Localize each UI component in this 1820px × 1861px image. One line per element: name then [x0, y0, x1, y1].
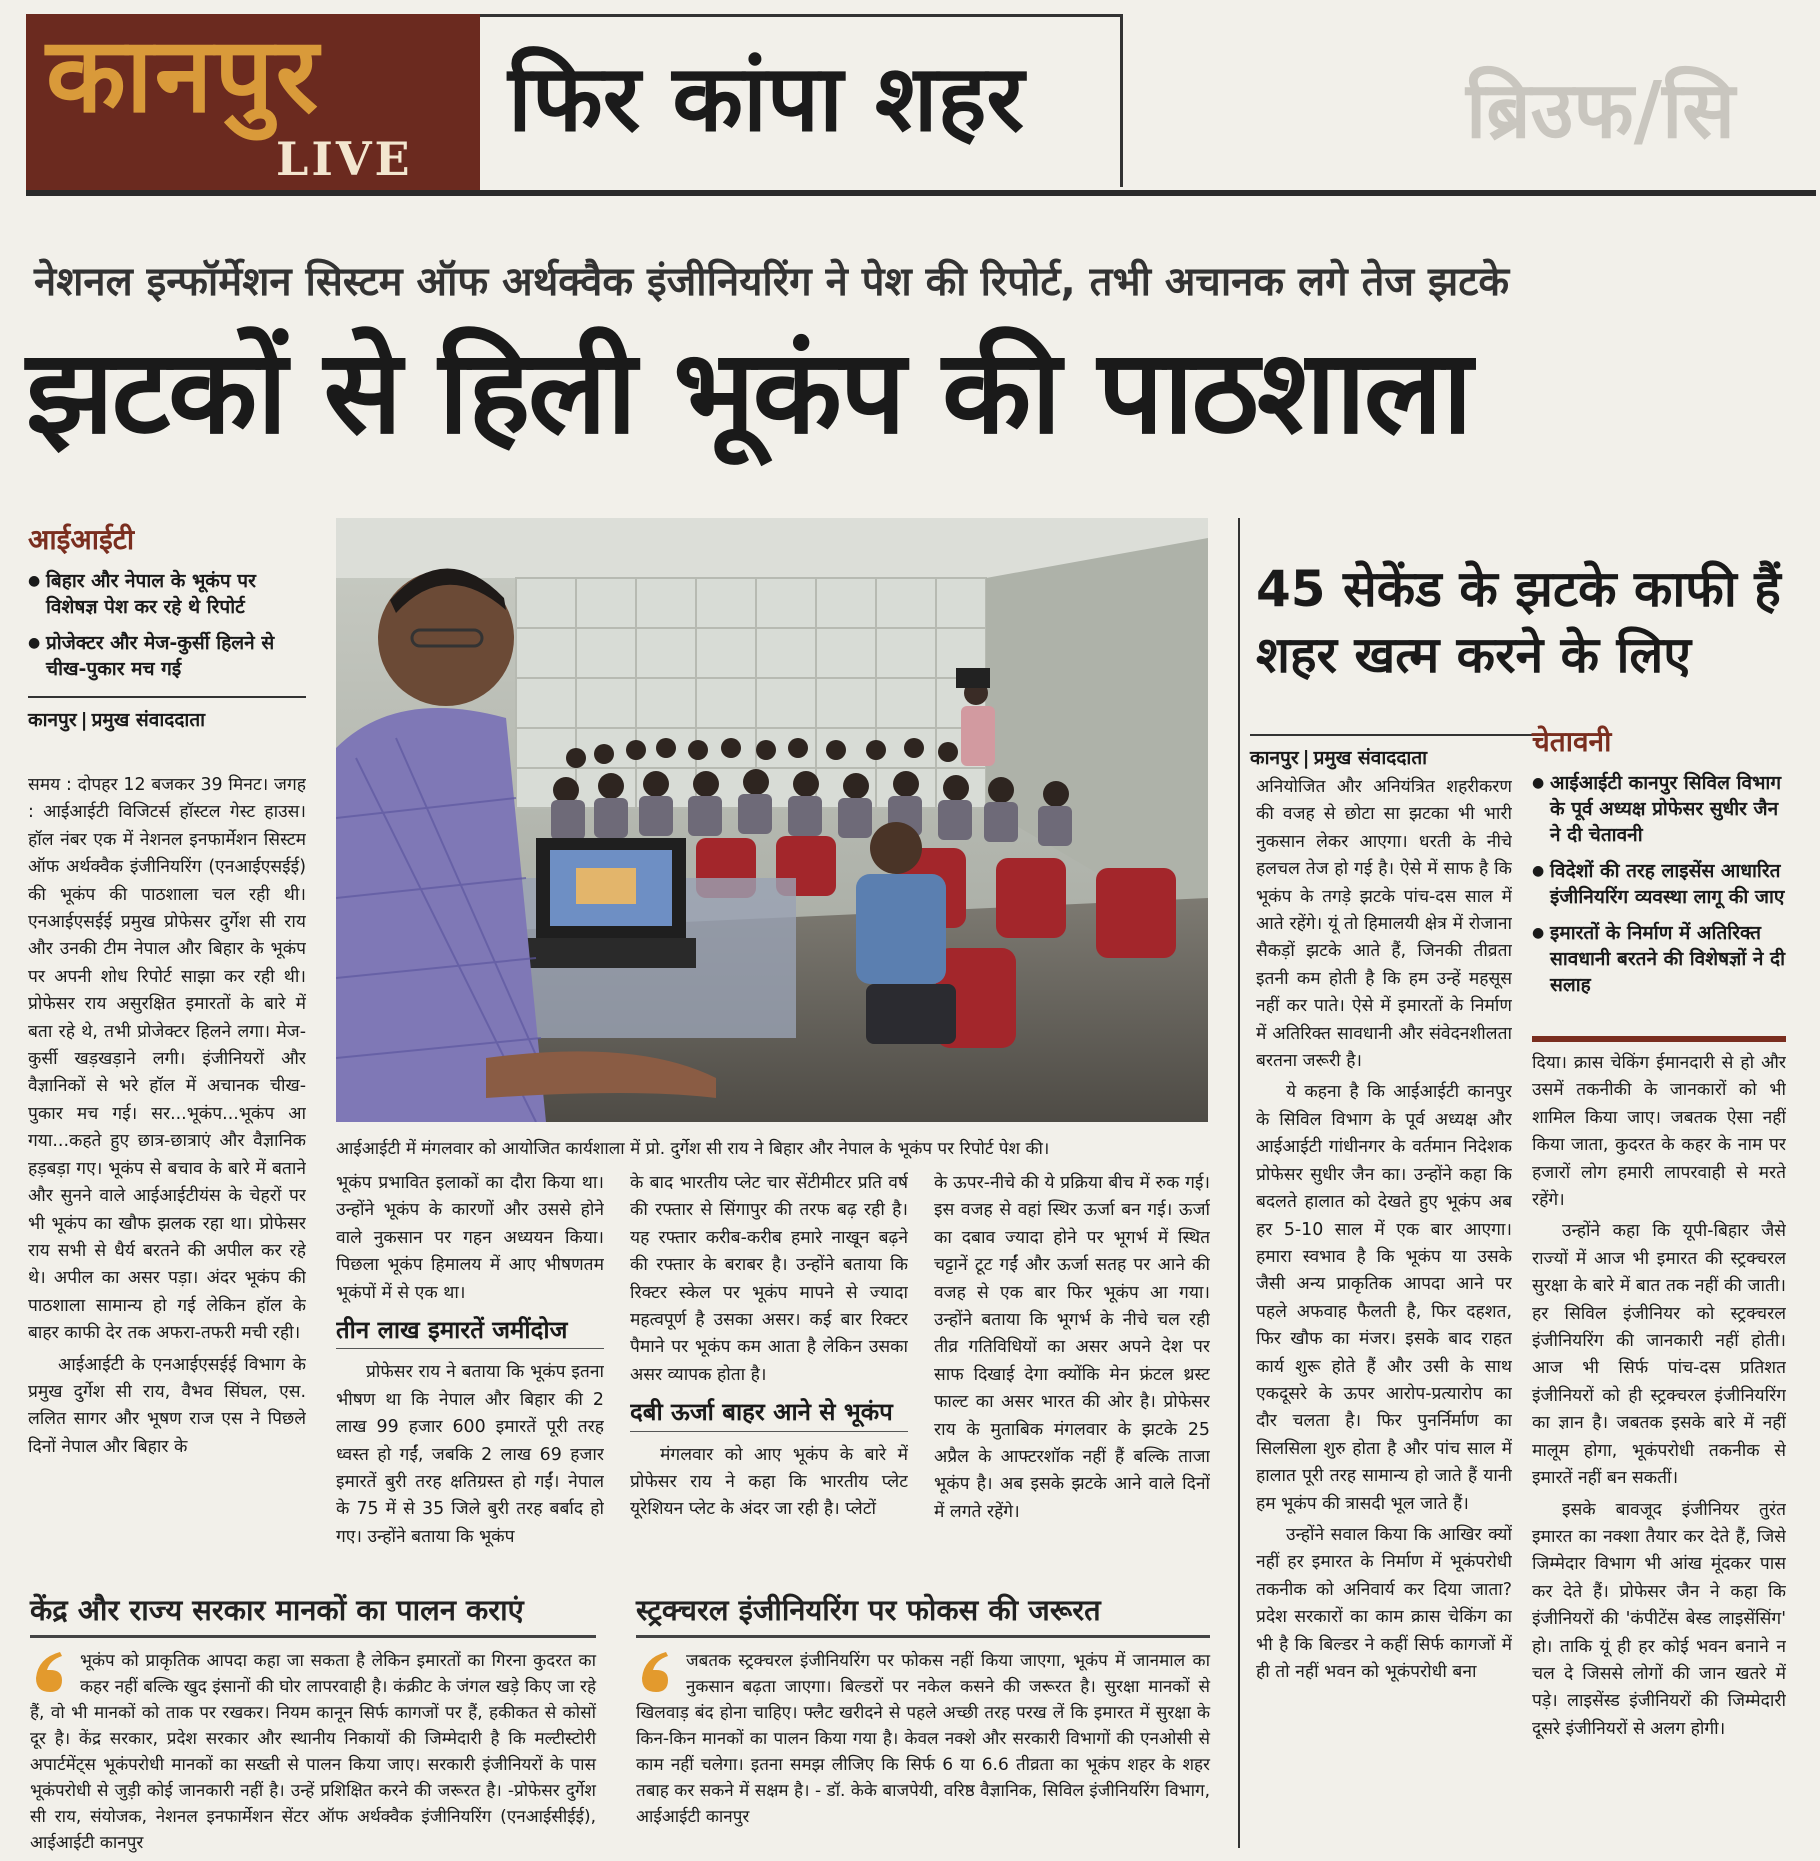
- byline-author: प्रमुख संवाददाता: [91, 709, 206, 731]
- quote-icon: [30, 1648, 72, 1694]
- byline-place: कानपुर: [1250, 747, 1299, 769]
- story-column-4: [934, 1170, 1210, 1570]
- paragraph: के ऊपर-नीचे की ये प्रक्रिया बीच में रुक गई। इस वजह से वहां स्थिर ऊर्जा बन गई। ऊर्जा का दबाव ज्यादा होने पर भूगर्भ में स्थित चट्टानें टूट गईं और ऊर्जा सतह पर आने की वजह से एक बार फिर भूकंप आ गया। उन्होंने बताया कि भूगर्भ के नीचे चल रही तीव्र गतिविधियों का असर अपने देश पर साफ दिखाई देगा क्योंकि मेन फ्रंटल थ्रस्ट फाल्ट का असर भारत की ओर है। प्रोफेसर राय के मुताबिक मंगलवार के झटके 25 अप्रैल के आफ्टरशॉक नहीं हैं बल्कि ताजा भूकंप है। अब इसके झटके आने वाले दिनों में लगते रहेंगे।: [934, 1173, 1210, 1522]
- byline-author: प्रमुख संवाददाता: [1313, 747, 1428, 769]
- paragraph: ये कहना है कि आईआईटी कानपुर के सिविल विभाग के पूर्व अध्यक्ष और आईआईटी गांधीनगर के वर्तमान निदेशक प्रोफेसर सुधीर जैन का। उन्होंने कहा कि बदलते हालात को देखते हुए भूकंप अब हर 5-10 साल में एक बार आएगा। हमारा स्वभाव है कि भूकंप या उसके जैसी अन्य प्राकृतिक आपदा आने पर पहले अफवाह फैलती है, फिर दहशत, फिर खौफ का मंजर। इसके बाद राहत कार्य शुरू होते हैं और उसी के साथ एकदूसरे के ऊपर आरोप-प्रत्यारोप का दौर चलता है। फिर पुनर्निर्माण का सिलसिला शुरु होता है और पांच साल में हालात पूरी तरह सामान्य हो जाते हैं यानी हम भूकंप की त्रासदी भूल जाते हैं।: [1256, 1082, 1512, 1514]
- brand-logo-box: [26, 14, 480, 190]
- column-divider: [1238, 518, 1240, 1848]
- quote-icon: [636, 1648, 678, 1694]
- box-rule: [636, 1635, 1210, 1638]
- bleed-through-text: ब्रिउफ/सि: [1466, 66, 1736, 156]
- warning-item: ● इमारतों के निर्माण में अतिरिक्त सावधानी बरतने की विशेषज्ञों ने दी सलाह: [1532, 920, 1786, 998]
- warning-item: ● विदेशों की तरह लाइसेंस आधारित इंजीनियरिंग व्यवस्था लागू की जाए: [1532, 858, 1786, 910]
- side-story-headline: 45 सेकेंड के झटके काफी हैं शहर खत्म करने के लिए: [1256, 560, 1781, 684]
- story-kicker: नेशनल इन्फॉर्मेशन सिस्टम ऑफ अर्थक्वैक इंजीनियरिंग ने पेश की रिपोर्ट, तभी अचानक लगे तेज झटके: [34, 259, 1510, 305]
- section-label: आईआईटी: [28, 523, 135, 556]
- paragraph: इसके बावजूद इंजीनियर तुरंत इमारत का नक्शा तैयार कर देते हैं, जिसे जिम्मेदार विभाग भी आंख मूंदकर पास कर देते हैं। प्रोफेसर जैन ने कहा कि इंजीनियरों की 'कंपीटेंस बेस्ड लाइसेंसिंग' हो। ताकि यूं ही हर कोई भवन बनाने न चल दे जिससे लोगों की जान खतरे में पड़े। लाइसेंस्ड इंजीनियरों की जिम्मेदारी दूसरे इंजीनियरों से अलग होगी।: [1532, 1499, 1786, 1739]
- paragraph: प्रोफेसर राय ने बताया कि भूकंप इतना भीषण था कि नेपाल और बिहार की 2 लाख 99 हजार 600 इमारतें पूरी तरह ध्वस्त हो गईं, जबकि 2 लाख 69 हजार इमारतें बुरी तरह क्षतिग्रस्त हो गईं। नेपाल के 75 में से 35 जिले बुरी तरह बर्बाद हो गए। उन्होंने बताया कि भूकंप: [336, 1362, 604, 1547]
- box-text-wrap: [636, 1648, 1210, 1830]
- warning-rule: [1532, 1036, 1786, 1042]
- highlight-item: ● बिहार और नेपाल के भूकंप पर विशेषज्ञ पेश कर रहे थे रिपोर्ट: [28, 568, 306, 620]
- highlights-block: [28, 520, 306, 732]
- box-text: भूकंप को प्राकृतिक आपदा कहा जा सकता है लेकिन इमारतों का गिरना कुदरत का कहर नहीं बल्कि खुद इंसानों की घोर लापरवाही है। कंक्रीट के जंगल खड़े किए जा रहे हैं, वो भी मानकों को ताक पर रखकर। नियम कानून सिर्फ कागजों पर हैं, हकीकत से कोसों दूर है। केंद्र सरकार, प्रदेश सरकार और स्थानीय निकायों की जिम्मेदारी है कि मल्टीस्टोरी अपार्टमेंट्स भूकंपरोधी मानकों का सख्ती से पालन किया जाए। सरकारी इंजीनियरों के पास भूकंपरोधी से जुड़ी कोई जानकारी नहीं है। उन्हें प्रशिक्षित करने की जरूरत है। -प्रोफेसर दुर्गेश सी राय, संयोजक, नेशनल इनफार्मेशन सेंटर ऑफ अर्थक्वैक इंजीनियरिंग (एनआईसीईई), आईआईटी कानपुर: [30, 1651, 596, 1853]
- lecture-photo: [336, 518, 1208, 1122]
- paragraph: के बाद भारतीय प्लेट चार सेंटीमीटर प्रति वर्ष की रफ्तार से सिंगापुर की तरफ बढ़ रही है। यह रफ्तार करीब-करीब हमारे नाखून बढ़ने की रफ्तार के बराबर है। उन्होंने बताया कि रिक्टर स्केल पर भूकंप मापने से ज्यादा महत्वपूर्ण है उसका असर। कई बार रिक्टर पैमाने पर भूकंप कम आता है लेकिन उसका असर व्यापक होता है।: [630, 1173, 908, 1385]
- side-story-column-1: [1256, 774, 1512, 1854]
- paragraph: भूकंप प्रभावित इलाकों का दौरा किया था। उन्होंने भूकंप के कारणों और उससे होने वाले नुकसान पर गहन अध्ययन किया। पिछला भूकंप हिमालय में आए भीषणतम भूकंपों में से एक था।: [336, 1173, 604, 1303]
- paragraph: मंगलवार को आए भूकंप के बारे में प्रोफेसर राय ने कहा कि भारतीय प्लेट यूरेशियन प्लेट के अंदर जा रही है। प्लेटों: [630, 1444, 908, 1520]
- side-story-column-2: [1532, 1050, 1786, 1850]
- side-story-byline: कानपुर | प्रमुख संवाददाता: [1250, 734, 1534, 770]
- box-text: जबतक स्ट्रक्चरल इंजीनियरिंग पर फोकस नहीं किया जाएगा, भूकंप में जानमाल का नुकसान बढ़ता जाएगा। बिल्डरों पर नकेल कसने की जरूरत है। सुरक्षा मानकों से खिलवाड़ बंद होना चाहिए। फ्लैट खरीदने से पहले अच्छी तरह परख लें कि इमारत में सुरक्षा के किन-किन मानकों का पालन किया गया है। केवल नक्शे और सरकारी विभागों की एनओसी से काम नहीं चलेगा। इतना समझ लीजिए कि सिर्फ 6 या 6.6 तीव्रता का भूकंप शहर के शहर तबाह कर सकने में सक्षम है। - डॉ. केके बाजपेयी, वरिष्ठ वैज्ञानिक, सिविल इंजीनियरिंग विभाग, आईआईटी कानपुर: [636, 1651, 1210, 1827]
- warning-list: [1532, 770, 1786, 998]
- paragraph: दिया। क्रास चेकिंग ईमानदारी से हो और उसमें तकनीकी के जानकारों को भी शामिल किया जाए। जबतक ऐसा नहीं किया जाता, कुदरत के कहर के नाम पर हजारों लोग हमारी लापरवाही से मरते रहेंगे।: [1532, 1053, 1786, 1211]
- brand-name: कानपुर: [46, 14, 321, 136]
- masthead: [26, 14, 1816, 194]
- story-column-2: [336, 1170, 604, 1570]
- byline-place: कानपुर: [28, 709, 77, 731]
- highlights-list: [28, 568, 306, 682]
- story-column-3: [630, 1170, 908, 1570]
- warning-box: [1532, 722, 1786, 1008]
- lecture-hall-illustration: [336, 518, 1208, 1122]
- page-title: फिर कांपा शहर: [508, 45, 1025, 152]
- brand-live-label: LIVE: [276, 132, 413, 186]
- paragraph: समय : दोपहर 12 बजकर 39 मिनट। जगह : आईआईटी विजिटर्स हॉस्टल गेस्ट हाउस। हॉल नंबर एक में नेशनल इनफार्मेशन सिस्टम ऑफ अर्थक्वैक इंजीनियरिंग (एनआईएसईई) की भूकंप की पाठशाला चल रही थी। एनआईएसईई प्रमुख प्रोफेसर दुर्गेश सी राय और उनकी टीम नेपाल और बिहार के भूकंप पर अपनी शोध रिपोर्ट साझा कर रही थी। प्रोफेसर राय असुरक्षित इमारतों के बारे में बता रहे थे, तभी प्रोजेक्टर हिलने लगा। मेज-कुर्सी खड़खड़ाने लगी। इंजीनियरों और वैज्ञानिकों से भरे हॉल में अचानक चीख-पुकार मच गई। सर...भूकंप...भूकंप आ गया...कहते हुए छात्र-छात्राएं और वैज्ञानिक हड़बड़ा गए। भूकंप से बचाव के बारे में बताने और सुनने वाले आईआईटीयंस के चेहरों पर भी भूकंप का खौफ झलक रहा था। प्रोफेसर राय सभी से धैर्य बरतने की अपील कर रहे थे। अपील का असर पड़ा। अंदर भूकंप की पाठशाला सामान्य हो गई लेकिन हॉल के बाहर काफी देर तक अफरा-तफरी मची रही।: [28, 775, 306, 1344]
- paragraph: उन्होंने कहा कि यूपी-बिहार जैसे राज्यों में आज भी इमारत की स्ट्रक्चरल सुरक्षा के बारे में बात तक नहीं की जाती। हर सिविल इंजीनियर को स्ट्रक्चरल इंजीनियरिंग की जानकारी नहीं होती। आज भी सिर्फ पांच-दस प्रतिशत इंजीनियरों को ही स्ट्रक्चरल इंजीनियरिंग का ज्ञान है। जबतक इसके बारे में नहीं मालूम होगा, भूकंपरोधी तकनीक से इमारतें नहीं बन सकतीं।: [1532, 1221, 1786, 1489]
- box-rule: [30, 1635, 596, 1638]
- photo-caption: आईआईटी में मंगलवार को आयोजित कार्यशाला में प्रो. दुर्गेश सी राय ने बिहार और नेपाल के भूकंप पर रिपोर्ट पेश की।: [336, 1139, 1050, 1159]
- expert-quote-box-2: [636, 1590, 1210, 1830]
- paragraph: उन्होंने सवाल किया कि आखिर क्यों नहीं हर इमारत के निर्माण में भूकंपरोधी तकनीक को अनिवार्य कर दिया जाता? प्रदेश सरकारों का काम क्रास चेकिंग का भी है कि बिल्डर ने कहीं सिर्फ कागजों में ही तो नहीं भवन को भूकंपरोधी बना: [1256, 1524, 1512, 1682]
- box-text-wrap: [30, 1648, 596, 1856]
- story-byline: कानपुर | प्रमुख संवाददाता: [28, 696, 306, 732]
- highlight-item: ● प्रोजेक्टर और मेज-कुर्सी हिलने से चीख-पुकार मच गई: [28, 630, 306, 682]
- story-headline: झटकों से हिली भूकंप की पाठशाला: [26, 325, 1471, 460]
- box-title: केंद्र और राज्य सरकार मानकों का पालन कराएं: [30, 1593, 524, 1627]
- warning-item: ● आईआईटी कानपुर सिविल विभाग के पूर्व अध्यक्ष प्रोफेसर सुधीर जैन ने दी चेतावनी: [1532, 770, 1786, 848]
- subheading: दबी ऊर्जा बाहर आने से भूकंप: [630, 1399, 908, 1431]
- warning-title: चेतावनी: [1532, 725, 1612, 758]
- story-column-1: [28, 772, 306, 1542]
- expert-quote-box-1: [30, 1590, 596, 1856]
- box-title: स्ट्रक्चरल इंजीनियरिंग पर फोकस की जरूरत: [636, 1593, 1101, 1627]
- paragraph: आईआईटी के एनआईएसईई विभाग के प्रमुख दुर्गेश सी राय, वैभव सिंघल, एस. ललित सागर और भूषण राज एस ने पिछले दिनों नेपाल और बिहार के: [28, 1354, 306, 1457]
- subheading: तीन लाख इमारतें जमींदोज: [336, 1317, 604, 1349]
- masthead-rule: [26, 190, 1816, 196]
- paragraph: अनियोजित और अनियंत्रित शहरीकरण की वजह से छोटा सा झटका भी भारी नुकसान लेकर आएगा। धरती के नीचे हलचल तेज हो गई है। ऐसे में साफ है कि भूकंप के तगड़े झटके पांच-दस साल में आते रहेंगे। यूं तो हिमालयी क्षेत्र में रोजाना सैकड़ों झटके आते हैं, जिनकी तीव्रता इतनी कम होती है कि हम उन्हें महसूस नहीं कर पाते। ऐसे में इमारतों के निर्माण में अतिरिक्त सावधानी और संवेदनशीलता बरतना जरूरी है।: [1256, 777, 1512, 1072]
